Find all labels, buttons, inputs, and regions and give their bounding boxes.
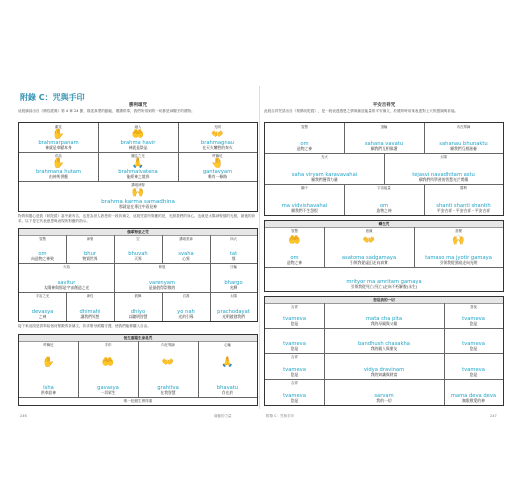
hand-mudra-icon: ✋ — [52, 158, 65, 169]
table-cell: 讚頌美神 svaha 心界 — [162, 235, 211, 264]
table-footer: 唯一犯錯生實得重 — [123, 399, 153, 403]
table-cell: 融入 🤲 brahma havir 神就是祭品 — [98, 123, 179, 153]
paragraph-2: 物質和靈心是我《吠陀經》當中最有名，也是為世人熟悉的一段祈禱文，這段咒語所對應的是，光照我們的身心，也就是太陽神聖德的光照，最後的祈求，以下是它代表意思與表現所對應的指示。 — [18, 214, 256, 223]
table-cell: 日輪 bhargo 光輝 — [210, 263, 257, 293]
table-cell: 獅子 ma vidvishavahai 願我們不生怨恨 — [265, 184, 345, 215]
table-cell: 吉祥 tvameva 您是 — [265, 353, 325, 380]
table-cell: 吽嘛尼 🤚 gantavyam 唯有一條路 — [178, 152, 257, 182]
table-cell: 讚頌神聖 🙌 brahma karma samadhina 那就是在專注中看見神 — [101, 183, 175, 209]
table-cell: 空 bhuvah 天界 — [114, 235, 163, 264]
mantra-table-1 — [18, 122, 258, 212]
section-title: 勝利頌咒 — [129, 103, 147, 108]
hand-mudra-icon: 🤲 — [288, 235, 301, 246]
mantra-table-1 — [264, 122, 504, 216]
table-cell: 吽嘛尼 ✋ Isha 供奉給神 — [19, 341, 79, 398]
table-cell: 獻花 ✋ brahmarpanam 神就是奉獻本身 — [19, 123, 99, 153]
hand-mudra-icon: 👐 — [362, 235, 376, 246]
hand-mudra-icon: 🙏 — [221, 357, 234, 368]
table-title: 您是我的一切 — [265, 297, 503, 304]
table-cell: 太陽 tejasvi navadhitam astu 願我們所學習的智慧光芒閃耀 — [384, 153, 503, 185]
hand-mudra-icon: 🤲 — [101, 357, 115, 368]
left-page — [16, 86, 260, 409]
right-page — [262, 86, 506, 409]
table-cell: 智慧 om 向造物之神致 — [19, 235, 67, 264]
table-cell: 吉祥 tvameva 您是 — [265, 303, 325, 329]
table-cell: 內在導師 sahanau bhunaktu 願我們互相滋養 — [424, 123, 503, 154]
hand-mudra-icon: ✋ — [42, 357, 55, 368]
intro-paragraph: 此段吉祥咒語出自《梨俱吠陀經》，是一段表達感恩之情與創造能量的平安禱文，於禮拜時用來表達對上天的感謝與祈福。 — [264, 109, 459, 113]
mantra-table-3 — [264, 296, 504, 406]
table-cell: 供品 ✋ brahmana hutam 由神所供應 — [19, 152, 99, 182]
hand-mudra-icon: 🤲 — [131, 129, 145, 140]
table-title: 伽耶特里之咒 — [19, 229, 257, 236]
table-title: 轉生咒 — [265, 221, 503, 228]
page-number-right: 247 — [490, 414, 497, 418]
table-cell: 頂輪 sahana vavatu 願我們互相保護 — [344, 123, 425, 154]
table-cell: 宇宙能量 om 造物之神 — [344, 184, 425, 215]
mantra-table-2 — [264, 220, 504, 292]
table-cell: 四大 tat 那 — [210, 235, 257, 264]
table-cell: 自我 yo nah 光的引導 — [162, 292, 211, 321]
table-cell: 內在導師 👐 grahitva 在我智慧 — [138, 341, 199, 398]
table-cell: 光火 saha viryam karavavahai 願我們獲得力量 — [265, 153, 385, 185]
table-cell: tvameva 您是 — [265, 328, 325, 354]
table-cell: sarvam 我的一切 — [324, 379, 445, 405]
table-cell: 伸展 varenyam 是最值得崇敬的 — [114, 263, 211, 293]
table-cell: 吉祥 tvameva 您是 — [265, 379, 325, 405]
running-head-right: 附錄 C：咒與手印 — [266, 414, 295, 418]
table-cell: 神性 dhimahi 讓我們冥想 — [66, 292, 115, 321]
table-cell: mata cha pita 我的母親與父親 — [324, 303, 445, 329]
table-cell: 神聖 bhur 物質世界 — [66, 235, 115, 264]
table-title: 恆生重題生命是咒 — [19, 335, 257, 342]
paragraph-3: 接下來這段是供奉給恆河聖殿的祈禱文，祈求聖母照耀守護，使我們能修觀入自由。 — [18, 324, 151, 328]
table-cell: bandhush chasakha 我的親人與朋友 — [324, 328, 445, 354]
table-cell: mama deva deva 無限敬愛的神 — [450, 393, 497, 403]
table-cell: 太陽 prachodayat 光明啟發我們 — [217, 294, 250, 319]
hand-mudra-icon: ✋ — [52, 129, 65, 140]
hand-mudra-icon: 🙏 — [131, 158, 145, 169]
intro-paragraph: 這段禱詞出自《佛性經典》第 4 章 24 節，描述真愛的動能，禮讚供奉，我們所得到的一切都是神賜予的禮物。 — [18, 109, 195, 113]
hand-mudra-icon: 👐 — [161, 357, 175, 368]
mantra-table-2 — [18, 228, 258, 322]
table-cell: 火焰 savitur 太陽神與那是宇宙創造之光 — [19, 263, 115, 293]
table-cell: vidya dravinam 我的知識與財富 — [324, 353, 445, 380]
table-cell: 意識 👐 asatoma sadgamaya 引領我從虛幻走向真實 — [324, 227, 415, 268]
table-cell: 智慧 🤲 om 造物之神 — [265, 227, 325, 268]
table-cell: 鼓舞 dhiyo 以聰明智慧 — [114, 292, 163, 321]
running-head-left: 瑜伽的力量 — [214, 414, 232, 418]
table-cell: 手印 🤲 gavasya 一切眾生 — [78, 341, 139, 398]
hand-mudra-icon: 👐 — [211, 129, 224, 140]
section-title: 平安吉祥咒 — [372, 103, 396, 108]
table-cell: tvameva 您是 — [444, 353, 503, 380]
appendix-heading: 附錄 C：咒與手印 — [20, 93, 85, 102]
table-cell: 勝利 shanti shanti shantih 平安吉祥・平安吉祥・平安吉祥 — [436, 186, 491, 213]
table-cell: 光明 👐 brahmagnau 在天火犧牲的奉火 — [178, 123, 257, 153]
hand-mudra-icon: 🙌 — [452, 235, 465, 246]
hand-mudra-icon: 🤚 — [211, 158, 224, 169]
table-cell: 心輪 🙏 bhavatu 存在於 — [198, 341, 257, 398]
table-cell: 喜悅 tvameva 您是 — [444, 303, 503, 329]
hand-mudra-icon: 🙌 — [131, 187, 145, 198]
page-number-left: 246 — [20, 414, 27, 418]
table-cell: 宇宙之光 devasya 之神 — [19, 292, 67, 321]
table-cell: 智慧 om 造物之神 — [265, 123, 345, 154]
table-cell: tvameva 您是 — [444, 328, 503, 354]
table-cell: 喜樂 🙌 tamaso ma jyotir gamaya 引領我從黑暗走向光明 — [414, 227, 503, 268]
mantra-table-3 — [18, 334, 258, 406]
table-cell: 關注之光 🙏 brahmaivatena 能經神之境界 — [98, 152, 179, 182]
table-cell: mrityor ma amritam gamaya 引領我從死亡(死亡)走向不朽解脫(永生) — [346, 279, 422, 289]
